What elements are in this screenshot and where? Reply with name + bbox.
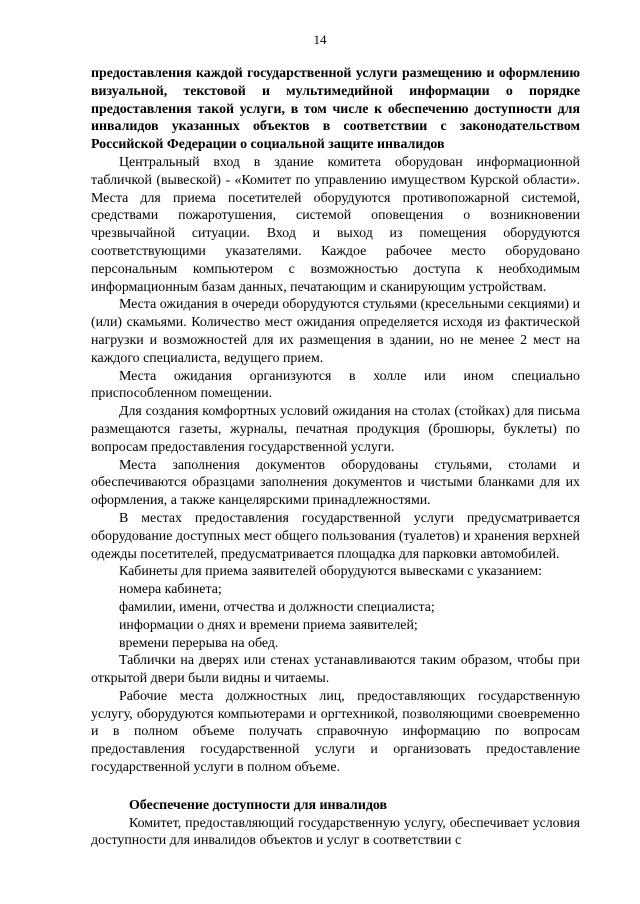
paragraph-signs: Таблички на дверях или стенах устанавливаются таким образом, чтобы при открытой двери были видны и читаемы. bbox=[91, 653, 580, 687]
section-heading-accessibility: Обеспечение доступности для инвалидов bbox=[129, 797, 387, 813]
paragraph-facilities: В местах предоставления государственной услуги предусматривается оборудование доступных мест общего пользования (туалетов) и хранения верхней одежды посетителей, предусматривается площадка для парковки автомобилей. bbox=[91, 510, 580, 562]
paragraph-waiting-seats: Места ожидания в очереди оборудуются стульями (кресельными секциями) и (или) скамьями. Количество мест ожидания определяется исходя из фактической нагрузки и возможностей для их размещения в здании, но не менее 2 мест на каждого специалиста, ведущего прием. bbox=[91, 297, 580, 366]
list-item-lunch-break: времени перерыва на обед. bbox=[119, 635, 279, 651]
page-number: 14 bbox=[313, 32, 327, 47]
paragraph-comfort: Для создания комфортных условий ожидания на столах (стойках) для письма размещаются газеты, журналы, печатная продукция (брошюры, буклеты) по вопросам предоставления государственной услуги. bbox=[91, 404, 580, 455]
paragraph-waiting-hall: Места ожидания организуются в холле или ином специально приспособленном помещении. bbox=[91, 368, 580, 402]
paragraph-filling: Места заполнения документов оборудованы стульями, столами и обеспечиваются образцами заполнения документов и чистыми бланками для их оформления, а также канцелярскими принадлежностями. bbox=[91, 457, 580, 509]
document-body bbox=[91, 65, 580, 850]
lead-bold-paragraph: предоставления каждой государственной услуги размещению и оформлению визуальной, текстовой и мультимедийной информации о порядке предоставления такой услуги, в том числе к обеспечению доступности для инвалидов указанных объектов в соответствии с законодательством Российской Федерации о социальной защите инвалидов bbox=[91, 66, 580, 153]
paragraph-cabinets-intro: Кабинеты для приема заявителей оборудуются вывесками с указанием: bbox=[119, 564, 542, 580]
paragraph-accessibility: Комитет, предоставляющий государственную услугу, обеспечивает условия доступности для инвалидов объектов и услуг в соответствии с bbox=[91, 815, 580, 849]
list-item-reception-days: информации о днях и времени приема заявителей; bbox=[119, 617, 418, 633]
paragraph-workplaces: Рабочие места должностных лиц, предоставляющих государственную услугу, оборудуются компьютерами и оргтехникой, позволяющими своевременно и в полном объеме получать справочную информацию по вопросам предоставления государственной услуги и организовать предоставление государственной услуги в полном объеме. bbox=[91, 688, 580, 776]
list-item-specialist-name: фамилии, имени, отчества и должности специалиста; bbox=[119, 599, 435, 615]
list-item-cabinet-number: номера кабинета; bbox=[119, 582, 222, 598]
paragraph-central-entrance: Центральный вход в здание комитета оборудован информационной табличкой (вывеской) - «Комитет по управлению имуществом Курской области». Места для приема посетителей оборудуются противопожарной системой, средствами пожаротушения, системой оповещения о возникновении чрезвычайной ситуации. Вход и выход из помещения оборудуются соответствующими указателями. Каждое рабочее место оборудовано персональным компьютером с возможностью доступа к необходимым информационным базам данных, печатающим и сканирующим устройствам. bbox=[91, 154, 580, 295]
